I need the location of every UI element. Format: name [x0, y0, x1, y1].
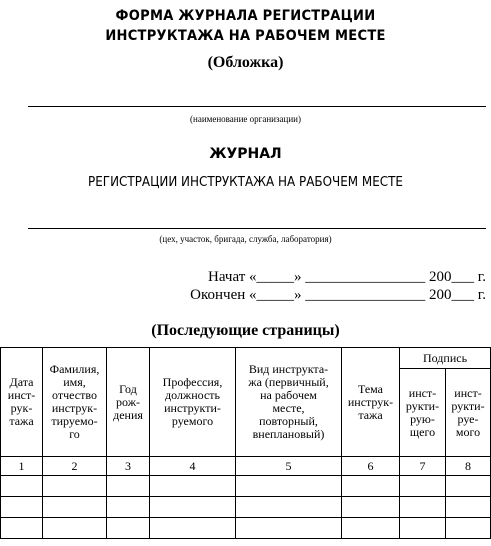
- ended-date-line: Окончен «_____» ________________ 200___ г.: [190, 287, 486, 303]
- organization-line: [28, 106, 486, 107]
- table-cell: [43, 497, 107, 518]
- table-cell: [1, 476, 43, 497]
- table-cell: [107, 476, 150, 497]
- table-cell: [236, 518, 342, 539]
- column-briefing-topic: Тема инструк- тажа: [342, 348, 400, 457]
- table-header-row: [1, 348, 491, 369]
- column-number: 5: [236, 457, 342, 476]
- column-number: 7: [400, 457, 446, 476]
- table-cell: [400, 518, 446, 539]
- column-group-signature: Подпись: [400, 348, 491, 369]
- table-cell: [43, 518, 107, 539]
- column-date: Дата инст- рук- тажа: [1, 348, 43, 457]
- column-signature-instructor: инст- рукти- рую- щего: [400, 369, 446, 457]
- column-profession: Профессия, должность инструкти- руемого: [150, 348, 236, 457]
- unit-caption: (цех, участок, бригада, служба, лаборатория): [159, 234, 332, 244]
- column-numbers-row: [1, 457, 491, 476]
- subsequent-pages-label: (Последующие страницы): [151, 322, 340, 339]
- table-cell: [236, 497, 342, 518]
- cover-label: (Обложка): [207, 54, 284, 71]
- unit-line: [28, 228, 486, 229]
- table-cell: [400, 497, 446, 518]
- column-briefing-type: Вид инструкта- жа (первичный, на рабочем месте, повторный, внеплановый): [236, 348, 342, 457]
- table-cell: [150, 476, 236, 497]
- table-cell: [446, 476, 491, 497]
- registration-table: [0, 347, 491, 539]
- table-cell: [342, 518, 400, 539]
- table-cell: [342, 476, 400, 497]
- table-row: [1, 476, 491, 497]
- table-row: [1, 518, 491, 539]
- column-number: 6: [342, 457, 400, 476]
- journal-subtitle: РЕГИСТРАЦИИ ИНСТРУКТАЖА НА РАБОЧЕМ МЕСТЕ: [88, 175, 403, 190]
- column-birth-year: Год рож- дения: [107, 348, 150, 457]
- column-number: 1: [1, 457, 43, 476]
- column-number: 2: [43, 457, 107, 476]
- started-date-line: Начат «_____» ________________ 200___ г.: [208, 269, 486, 285]
- organization-caption: (наименование организации): [190, 114, 301, 124]
- form-title-line-1: ФОРМА ЖУРНАЛА РЕГИСТРАЦИИ: [115, 8, 376, 24]
- table-cell: [150, 497, 236, 518]
- table-cell: [107, 518, 150, 539]
- table-cell: [446, 497, 491, 518]
- table-row: [1, 497, 491, 518]
- table-cell: [43, 476, 107, 497]
- table-cell: [1, 518, 43, 539]
- column-number: 4: [150, 457, 236, 476]
- column-full-name: Фамилия, имя, отчество инструк- тируемо- го: [43, 348, 107, 457]
- journal-title: ЖУРНАЛ: [209, 146, 282, 162]
- column-number: 8: [446, 457, 491, 476]
- table-cell: [446, 518, 491, 539]
- table-cell: [236, 476, 342, 497]
- table-cell: [107, 497, 150, 518]
- column-number: 3: [107, 457, 150, 476]
- table-cell: [400, 476, 446, 497]
- column-signature-instructed: инст- рукти- руе- мого: [446, 369, 491, 457]
- form-title-line-2: ИНСТРУКТАЖА НА РАБОЧЕМ МЕСТЕ: [105, 28, 386, 44]
- table-cell: [342, 497, 400, 518]
- table-cell: [1, 497, 43, 518]
- table-cell: [150, 518, 236, 539]
